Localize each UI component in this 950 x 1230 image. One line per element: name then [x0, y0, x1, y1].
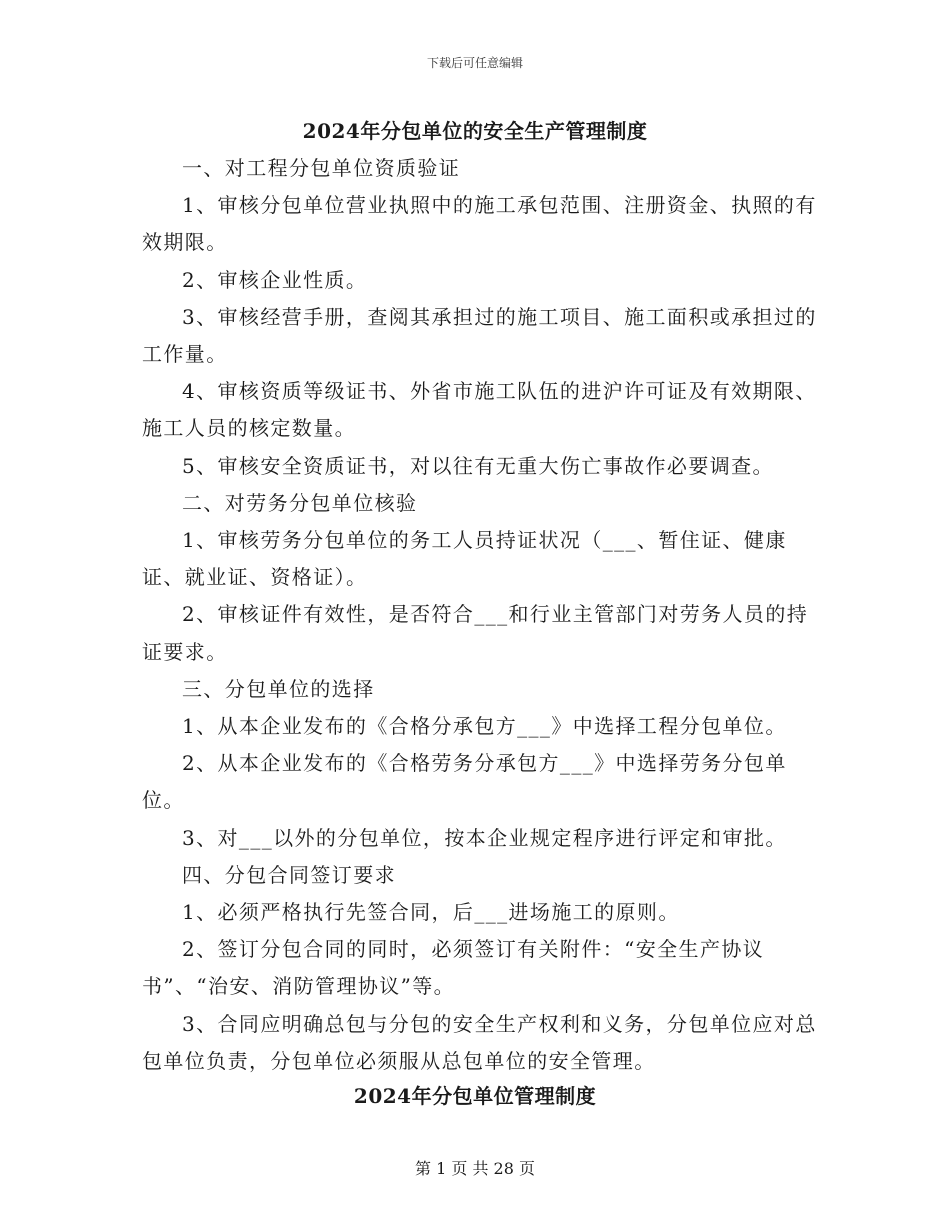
document-body	[142, 150, 822, 1080]
next-section-title: 2024年分包单位管理制度	[353, 1084, 597, 1108]
paragraph: 1、从本企业发布的《合格分承包方___》中选择工程分包单位。	[182, 714, 787, 739]
paragraph: 5、审核安全资质证书，对以往有无重大伤亡事故作必要调查。	[182, 453, 774, 478]
paragraph: 1、必须严格执行先签合同，后___进场施工的原则。	[182, 900, 680, 925]
section-heading: 一、对工程分包单位资质验证	[182, 156, 461, 180]
section-heading: 三、分包单位的选择	[182, 676, 375, 701]
paragraph: 1、审核劳务分包单位的务工人员持证状况（___、暂住证、健康证、就业证、资格证）。	[142, 528, 787, 590]
section-heading: 二、对劳务分包单位核验	[182, 490, 418, 515]
section-heading: 四、分包合同签订要求	[182, 862, 396, 887]
paragraph: 3、对___以外的分包单位，按本企业规定程序进行评定和审批。	[182, 825, 787, 850]
paragraph: 2、审核证件有效性，是否符合___和行业主管部门对劳务人员的持证要求。	[142, 602, 809, 664]
page-number: 第 1 页 共 28 页	[415, 1159, 535, 1178]
paragraph: 2、审核企业性质。	[182, 267, 368, 292]
paragraph: 2、从本企业发布的《合格劳务分承包方___》中选择劳务分包单位。	[142, 751, 787, 813]
document-title: 2024年分包单位的安全生产管理制度	[302, 119, 648, 143]
paragraph: 3、审核经营手册，查阅其承担过的施工项目、施工面积或承担过的工作量。	[142, 304, 817, 367]
paragraph: 2、签订分包合同的同时，必须签订有关附件：“安全生产协议书”、“治安、消防管理协议”等。	[142, 937, 765, 999]
page-header-note: 下载后可任意编辑	[426, 56, 523, 70]
paragraph: 4、审核资质等级证书、外省市施工队伍的进沪许可证及有效期限、施工人员的核定数量。	[142, 379, 817, 441]
paragraph: 3、合同应明确总包与分包的安全生产权利和义务，分包单位应对总包单位负责，分包单位必须服从总包单位的安全管理。	[142, 1011, 817, 1073]
paragraph: 1、审核分包单位营业执照中的施工承包范围、注册资金、执照的有效期限。	[142, 193, 817, 255]
